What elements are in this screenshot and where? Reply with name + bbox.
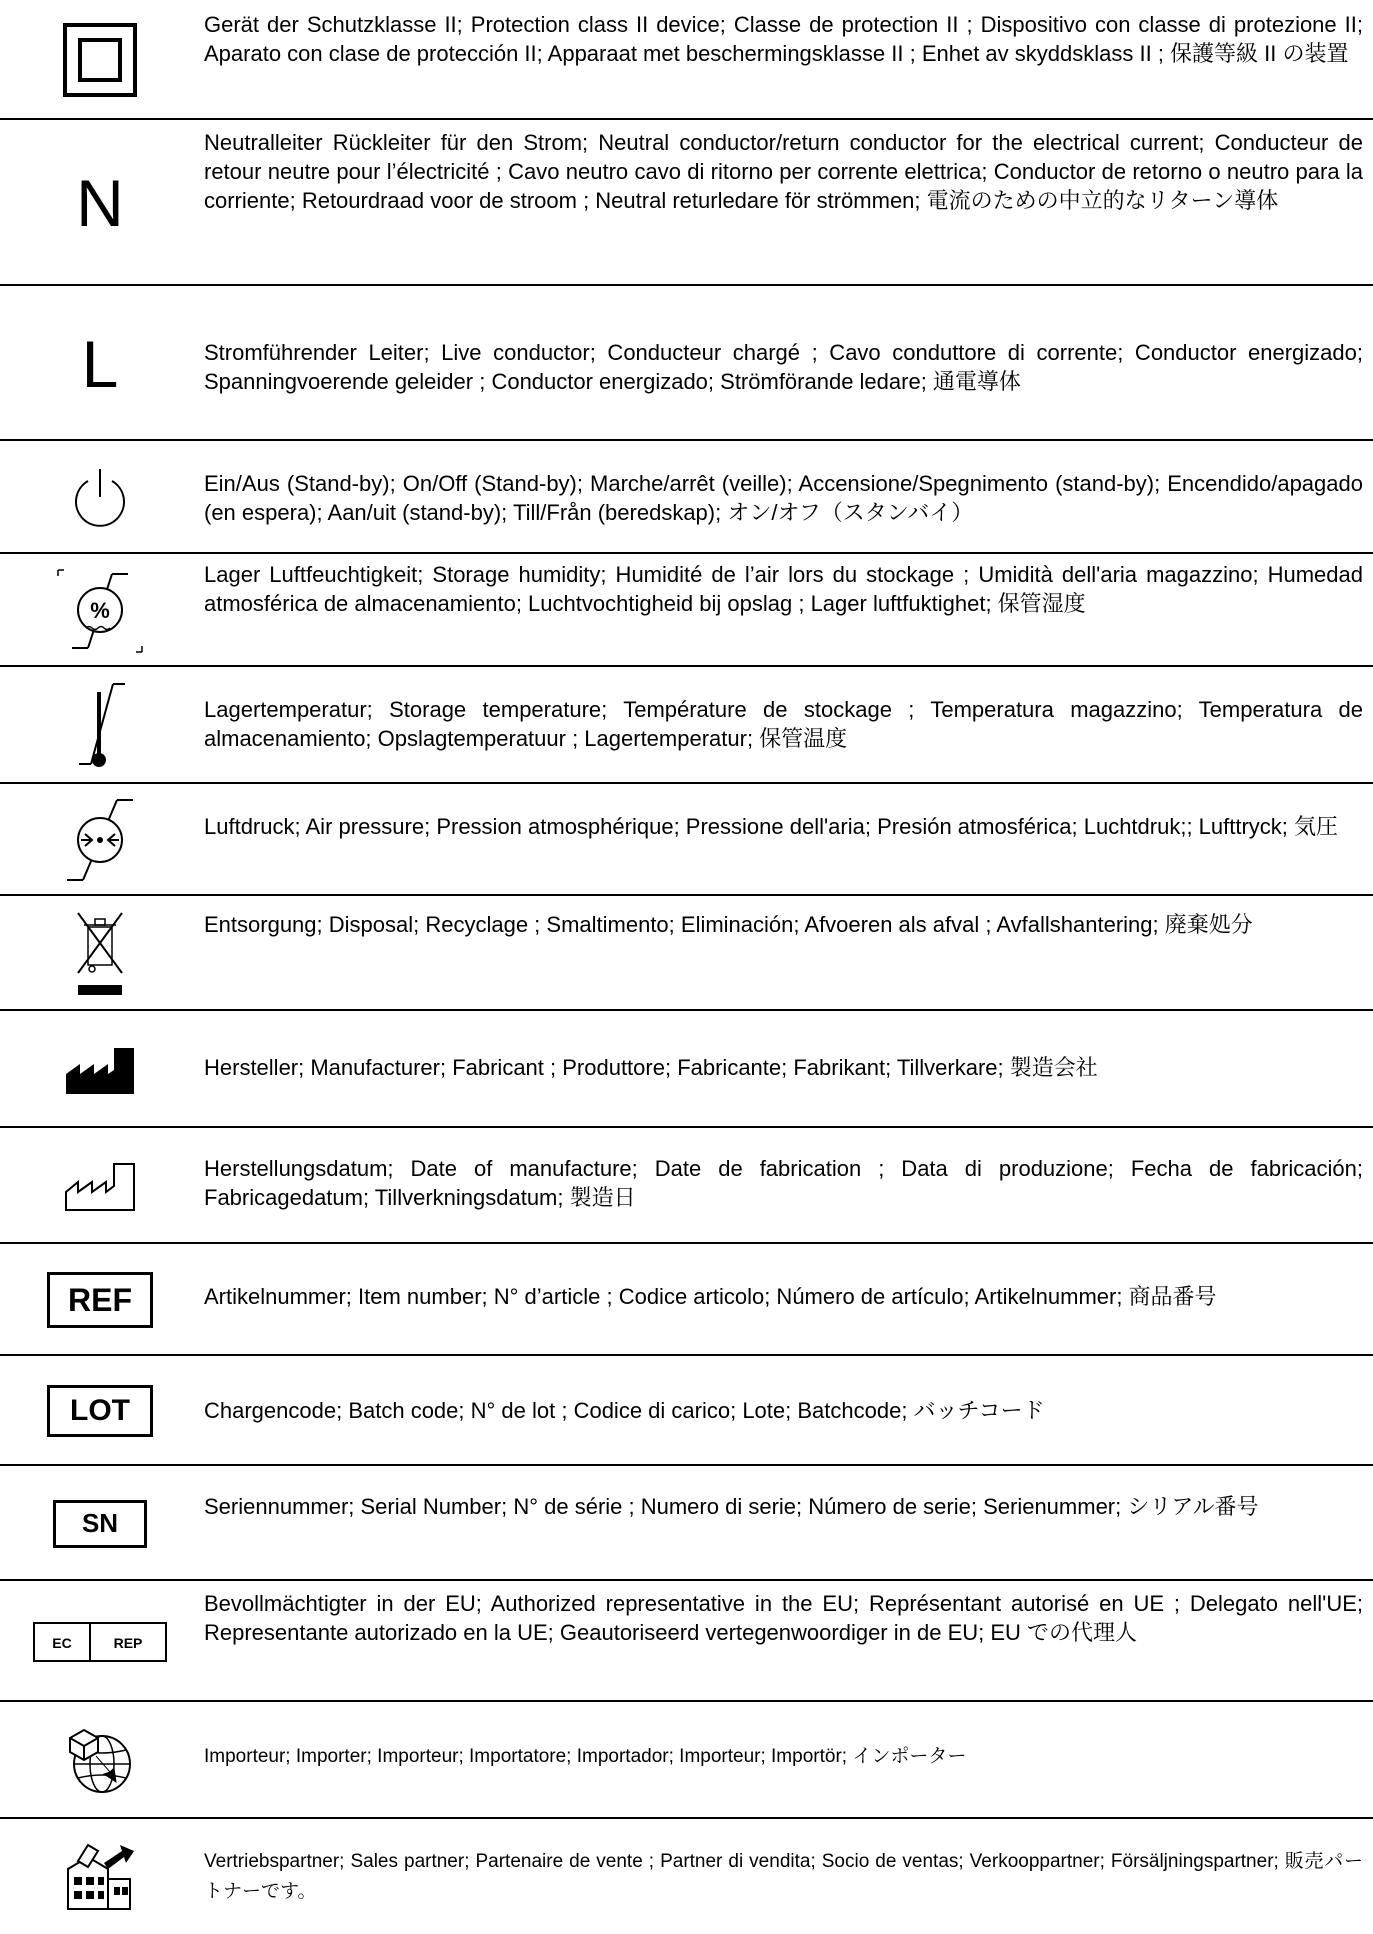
- row-sn: [0, 1466, 1373, 1581]
- row-ec-rep: [0, 1581, 1373, 1702]
- ref-icon: [0, 1244, 200, 1356]
- row-live: [0, 286, 1373, 441]
- row-text: [200, 1466, 1373, 1581]
- date-of-manufacture-icon: [0, 1128, 200, 1244]
- row-text: [200, 896, 1373, 1011]
- power-standby-icon: [0, 441, 200, 554]
- temperature-icon: [0, 667, 200, 784]
- sn-icon: [0, 1466, 200, 1581]
- row-text: [200, 1356, 1373, 1466]
- row-text: [200, 1702, 1373, 1819]
- row-text: [200, 667, 1373, 784]
- description: Vertriebspartner; Sales partner; Partenaire de vente ; Partner di vendita; Socio de ventas; Verkooppartner; Försäljningspartner; 販売パートナーです。: [204, 1851, 1363, 1902]
- description: Hersteller; Manufacturer; Fabricant ; Produttore; Fabricante; Fabrikant; Tillverkare; 製造会社: [204, 1055, 1098, 1080]
- row-text: [200, 441, 1373, 554]
- row-text: [200, 286, 1373, 441]
- neutral-n-icon: [0, 120, 200, 286]
- description: Entsorgung; Disposal; Recyclage ; Smaltimento; Eliminación; Afvoeren als afval ; Avfallshantering; 廃棄処分: [204, 912, 1253, 937]
- row-standby: [0, 441, 1373, 554]
- description: Luftdruck; Air pressure; Pression atmosphérique; Pressione dell'aria; Presión atmosférica; Luchtdruk;; Lufttryck; 気圧: [204, 814, 1339, 839]
- lot-label: LOT: [47, 1385, 153, 1437]
- svg-text:EC: EC: [52, 1634, 72, 1651]
- row-text: [200, 1128, 1373, 1244]
- row-text: [200, 1011, 1373, 1128]
- svg-text:REP: REP: [113, 1634, 143, 1651]
- lot-icon: [0, 1356, 200, 1466]
- live-l-icon: [0, 286, 200, 441]
- symbol-letter: N: [76, 166, 124, 240]
- row-pressure: [0, 784, 1373, 896]
- description: Chargencode; Batch code; N° de lot ; Codice di carico; Lote; Batchcode; バッチコード: [204, 1398, 1045, 1423]
- description: Lager Luftfeuchtigkeit; Storage humidity; Humidité de l’air lors du stockage ; Umidità dell'aria magazzino; Humedad atmosférica de almacenamiento; Luchtvochtigheid bij opslag ; Lager luftfuktighet; 保管湿度: [204, 562, 1363, 616]
- distributor-icon: [0, 1819, 200, 1934]
- row-text: [200, 784, 1373, 896]
- row-humidity: [0, 554, 1373, 667]
- row-text: [200, 1819, 1373, 1934]
- ref-label: REF: [47, 1272, 153, 1328]
- description: Seriennummer; Serial Number; N° de série ; Numero di serie; Número de serie; Serienummer; シリアル番号: [204, 1494, 1259, 1519]
- description: Artikelnummer; Item number; N° d’article ; Codice articolo; Número de artículo; Artikelnummer; 商品番号: [204, 1284, 1217, 1309]
- row-neutral: [0, 120, 1373, 286]
- description: Gerät der Schutzklasse II; Protection class II device; Classe de protection II ; Dispositivo con classe di protezione II; Aparato con clase de protección II; Apparaat met beschermingsklasse II ; Enhet av skyddsklass II ; 保護等級 II の装置: [204, 12, 1363, 66]
- symbol-letter: L: [81, 326, 119, 401]
- row-temperature: [0, 667, 1373, 784]
- description: Lagertemperatur; Storage temperature; Température de stockage ; Temperatura magazzino; Temperatura de almacenamiento; Opslagtemperatuur ; Lagertemperatur; 保管温度: [204, 697, 1363, 751]
- row-ref: [0, 1244, 1373, 1356]
- row-text: [200, 120, 1373, 286]
- description: Herstellungsdatum; Date of manufacture; Date de fabrication ; Data di produzione; Fecha de fabricación; Fabricagedatum; Tillverkningsdatum; 製造日: [204, 1156, 1363, 1210]
- row-protection-class: [0, 0, 1373, 120]
- ec-rep-icon: [0, 1581, 200, 1702]
- row-date-of-manufacture: [0, 1128, 1373, 1244]
- row-text: [200, 0, 1373, 120]
- sn-label: SN: [53, 1500, 147, 1548]
- description: Bevollmächtigter in der EU; Authorized representative in the EU; Représentant autorisé en UE ; Delegato nell'UE; Representante autorizado en la UE; Geautoriseerd vertegenwoordiger in de EU; EU での代理人: [204, 1591, 1363, 1645]
- row-distributor: [0, 1819, 1373, 1934]
- description: Neutralleiter Rückleiter für den Strom; Neutral conductor/return conductor for the electrical current; Conducteur de retour neutre pour l’électricité ; Cavo neutro cavo di ritorno per corrente elettrica; Conductor de retorno o neutro para la corriente; Retourdraad voor de stroom ; Neutral returledare för strömmen; 電流のための中立的なリターン導体: [204, 130, 1363, 213]
- row-disposal: [0, 896, 1373, 1011]
- humidity-icon: [0, 554, 200, 667]
- importer-icon: [0, 1702, 200, 1819]
- description: Importeur; Importer; Importeur; Importatore; Importador; Importeur; Importör; インポーター: [204, 1746, 967, 1767]
- row-lot: [0, 1356, 1373, 1466]
- row-manufacturer: [0, 1011, 1373, 1128]
- row-text: [200, 1581, 1373, 1702]
- svg-text:%: %: [90, 597, 110, 623]
- row-text: [200, 1244, 1373, 1356]
- manufacturer-icon: [0, 1011, 200, 1128]
- protection-class-ii-icon: [0, 0, 200, 120]
- description: Ein/Aus (Stand-by); On/Off (Stand-by); Marche/arrêt (veille); Accensione/Spegnimento (stand-by); Encendido/apagado (en espera); Aan/uit (stand-by); Till/Från (beredskap); オン/オフ（スタンバイ）: [204, 471, 1363, 525]
- row-importer: [0, 1702, 1373, 1819]
- air-pressure-icon: [0, 784, 200, 896]
- description: Stromführender Leiter; Live conductor; Conducteur chargé ; Cavo conduttore di corrente; Conductor energizado; Spanningvoerende geleider ; Conductor energizado; Strömförande ledare; 通電導体: [204, 340, 1363, 394]
- row-text: [200, 554, 1373, 667]
- weee-disposal-icon: [0, 896, 200, 1011]
